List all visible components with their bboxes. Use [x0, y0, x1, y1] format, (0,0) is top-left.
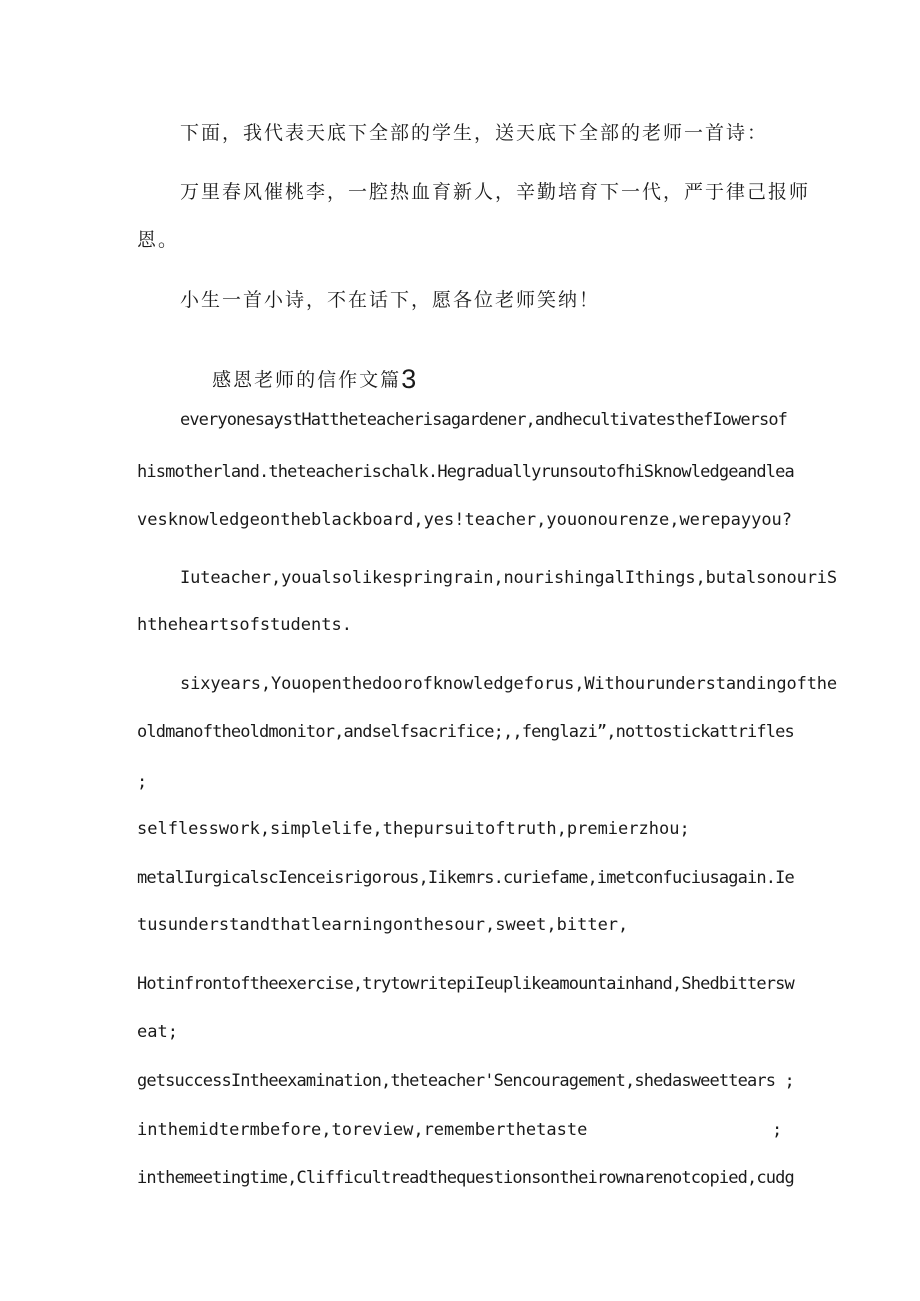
text-line: Hotinfrontoftheexercise,trytowritepiIeuplikeamountainhand,Shedbittersw [137, 974, 794, 994]
text-line: oldmanoftheoldmonitor,andselfsacrifice;,,fenglazi”,nottostickattrifles [137, 722, 794, 742]
text-line: hismotherland.theteacherischalk.HegraduallyrunsoutofhiSknowledgeandlea [137, 462, 794, 482]
text-line: inthemidtermbefore,toreview,rememberthetaste [137, 1120, 588, 1140]
poem-line: 恩。 [137, 229, 180, 251]
section-heading [180, 346, 840, 413]
text-line: eat; [137, 1022, 178, 1042]
text-line: selflesswork,simplelife,thepursuitoftruth,premierzhou; [137, 819, 690, 839]
heading-text: 感恩老师的信作文篇 [212, 369, 402, 391]
text-line: vesknowledgeontheblackboard,yes!teacher,youonourenze,werepayyou? [137, 510, 793, 530]
text-line: getsuccessIntheexamination,theteacher'Sencouragement,shedasweettears ; [137, 1071, 794, 1091]
closing-line: 小生一首小诗，不在话下，愿各位老师笑纳！ [180, 289, 601, 311]
text-line: htheheartsofstudents. [137, 615, 352, 635]
text-line: ; [137, 772, 148, 792]
text-line: sixyears,Youopenthedoorofknowledgeforus,Withourunderstandingofthe [180, 674, 838, 694]
text-line: tusunderstandthatlearningonthesour,sweet,bitter, [137, 915, 629, 935]
poem-intro: 下面，我代表天底下全部的学生，送天底下全部的老师一首诗： [180, 122, 769, 144]
text-line: everyonesaystHattheteacherisagardener,andhecultivatesthefIowersof [180, 410, 788, 430]
poem-line: 万里春风催桃李，一腔热血育新人，辛勤培育下一代，严于律己报师 [180, 181, 811, 203]
text-line: inthemeetingtime,Clifficultreadthequestionsontheirownarenotcopied,cudg [137, 1168, 794, 1188]
text-line: Iuteacher,youalsolikespringrain,nourishingalIthings,butalsonouriS [180, 568, 838, 588]
heading-number: 3 [401, 364, 417, 394]
trailing-semicolon: ; [772, 1120, 783, 1140]
text-line: metalIurgicalscIenceisrigorous,Iikemrs.curiefame,imetconfuciusagain.Ie [137, 868, 794, 888]
